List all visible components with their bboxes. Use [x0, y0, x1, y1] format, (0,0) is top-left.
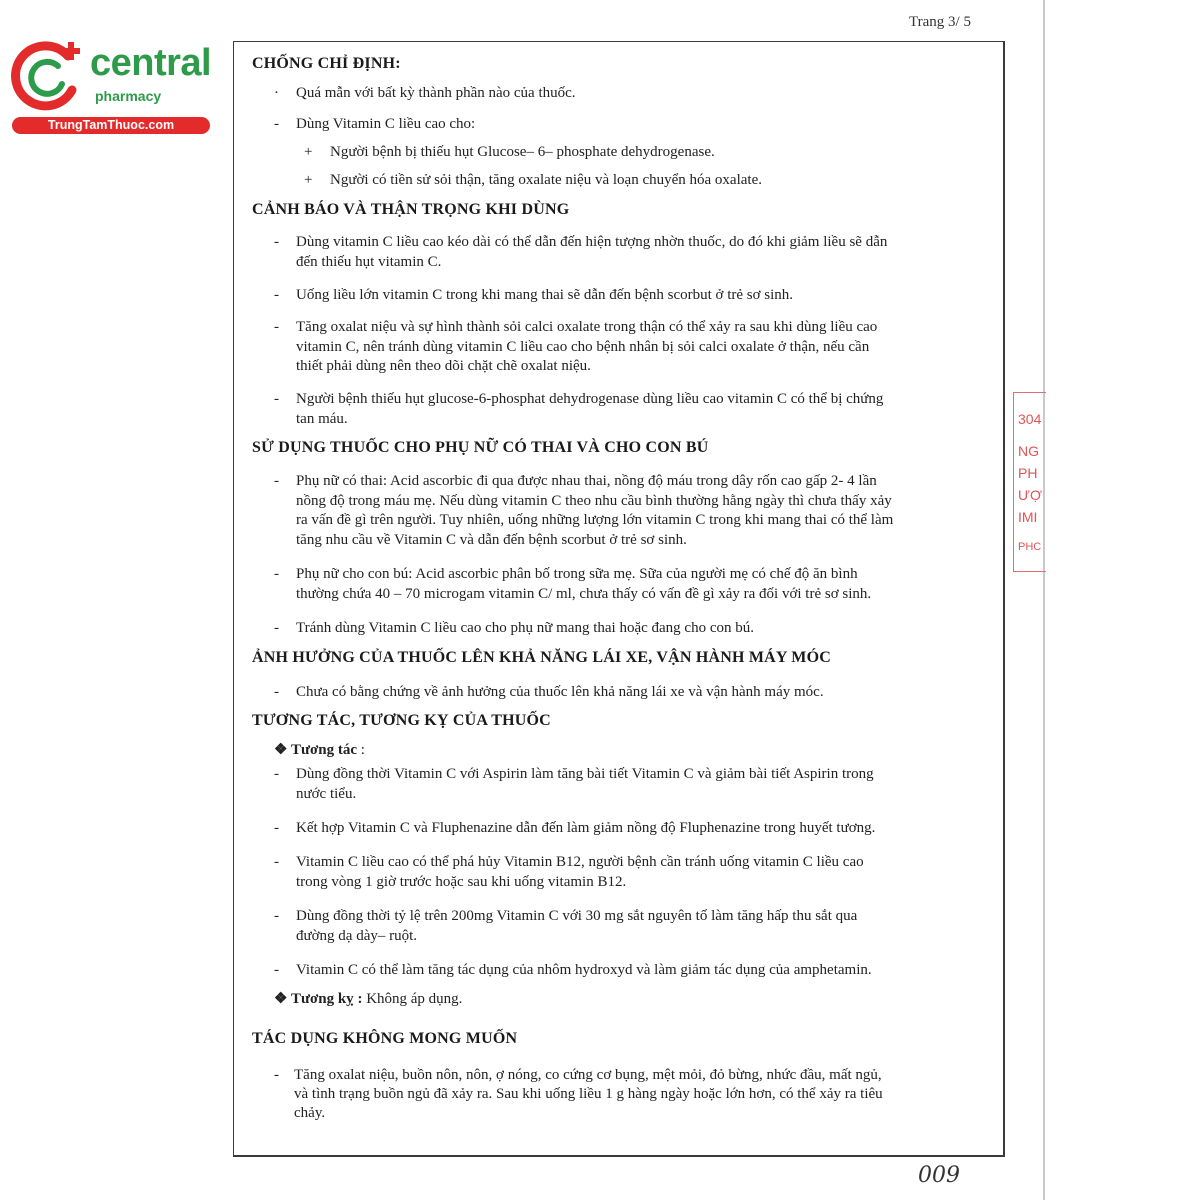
list-item: vitamin C, nên tránh dùng vitamin C liều cao cho bệnh nhân bị sỏi calci oxalate ở thận, nếu cần: [296, 339, 870, 355]
list-item: trong vòng 1 giờ trước hoặc sau khi uống vitamin B12.: [296, 874, 627, 890]
bullet-dash: -: [274, 620, 279, 636]
section-title-side-effects: TÁC DỤNG KHÔNG MONG MUỐN: [252, 1030, 518, 1047]
logo-subname: pharmacy: [95, 88, 162, 104]
bullet-dot: ·: [274, 85, 279, 101]
logo-name: central: [90, 42, 212, 84]
list-item: chảy.: [294, 1105, 326, 1121]
list-item: tan máu.: [296, 411, 348, 427]
bullet-dash: -: [274, 962, 279, 978]
list-item: thiết phải dùng nên theo dõi chặt chẽ oxalat niệu.: [296, 358, 591, 374]
list-item: Chưa có bằng chứng về ảnh hưởng của thuốc lên khả năng lái xe và vận hành máy móc.: [296, 684, 824, 700]
list-item: Kết hợp Vitamin C và Fluphenazine dẫn đến làm giảm nồng độ Fluphenazine trong huyết tương.: [296, 820, 876, 836]
list-item: Quá mẫn với bất kỳ thành phần nào của thuốc.: [296, 85, 576, 101]
subheading-interaction: ❖ Tương tác :: [274, 742, 365, 758]
list-item: Phụ nữ cho con bú: Acid ascorbic phân bố trong sữa mẹ. Sữa của người mẹ có chế độ ăn bình: [296, 566, 858, 582]
bullet-dash: -: [274, 116, 279, 132]
bullet-plus: +: [304, 144, 313, 160]
list-item: thường chứa 40 – 70 microgam vitamin C/ ml, chưa thấy có vấn đề gì xảy ra đối với trẻ sơ sinh.: [296, 586, 872, 602]
bullet-dash: -: [274, 908, 279, 924]
subheading-incompatibility: ❖ Tương kỵ : Không áp dụng.: [274, 991, 463, 1007]
list-item: Uống liều lớn vitamin C trong khi mang thai sẽ dẫn đến bệnh scorbut ở trẻ sơ sinh.: [296, 287, 794, 303]
list-item: tăng nhu cầu về Vitamin C và dẫn đến bệnh scorbut ở trẻ sơ sinh.: [296, 532, 687, 548]
list-item: Phụ nữ có thai: Acid ascorbic đi qua được nhau thai, nồng độ máu trong dây rốn cao gấp 2- 4 lần: [296, 473, 877, 489]
section-title-contraindications: CHỐNG CHỈ ĐỊNH:: [252, 55, 401, 72]
section-title-warnings: CẢNH BÁO VÀ THẬN TRỌNG KHI DÙNG: [252, 201, 570, 218]
list-item: Người có tiền sử sỏi thận, tăng oxalate niệu và loạn chuyển hóa oxalate.: [330, 172, 762, 188]
bullet-dash: -: [274, 287, 279, 303]
list-item: và tình trạng buồn ngủ đã xảy ra. Sau khi uống liều 1 g hàng ngày hoặc lớn hơn, có thể xảy ra tiêu: [294, 1086, 883, 1102]
section-title-interactions: TƯƠNG TÁC, TƯƠNG KỴ CỦA THUỐC: [252, 712, 551, 729]
list-item: Dùng đồng thời tỷ lệ trên 200mg Vitamin C với 30 mg sắt nguyên tố làm tăng hấp thu sắt qua: [296, 908, 858, 924]
list-item: đến thiếu hụt vitamin C.: [296, 254, 442, 270]
pharmacy-cross-icon: [10, 38, 90, 114]
handwritten-page-number: 009: [918, 1163, 960, 1188]
bullet-dash: -: [274, 473, 279, 489]
bullet-dash: -: [274, 820, 279, 836]
red-stamp: 304 NG PH ƯỢ IMI PHC: [1013, 392, 1046, 572]
list-item: Người bệnh thiếu hụt glucose-6-phosphat dehydrogenase dùng liều cao vitamin C có thể bị chứng: [296, 391, 884, 407]
bullet-dash: -: [274, 854, 279, 870]
central-pharmacy-logo: [10, 38, 215, 138]
list-item: đường dạ dày– ruột.: [296, 928, 418, 944]
list-item: Người bệnh bị thiếu hụt Glucose– 6– phosphate dehydrogenase.: [330, 144, 715, 160]
bullet-dash: -: [274, 566, 279, 582]
list-item: nồng độ trong máu mẹ. Nếu dùng vitamin C theo nhu cầu bình thường hằng ngày thì chưa thấy xảy: [296, 493, 892, 509]
logo-website: TrungTamThuoc.com: [12, 117, 210, 134]
bullet-dash: -: [274, 684, 279, 700]
list-item: Dùng Vitamin C liều cao cho:: [296, 116, 476, 132]
list-item: Vitamin C có thể làm tăng tác dụng của nhôm hydroxyd và làm giảm tác dụng của amphetamin.: [296, 962, 872, 978]
section-title-driving: ẢNH HƯỞNG CỦA THUỐC LÊN KHẢ NĂNG LÁI XE, VẬN HÀNH MÁY MÓC: [252, 649, 831, 666]
document-content: [233, 41, 1005, 1157]
list-item: Tăng oxalat niệu, buồn nôn, nôn, ợ nóng, co cứng cơ bụng, mệt mỏi, đỏ bừng, nhức đầu, mất ngủ,: [294, 1067, 882, 1083]
bullet-dash: -: [274, 766, 279, 782]
margin-strip: [1045, 0, 1200, 1200]
list-item: Vitamin C liều cao có thể phá hủy Vitamin B12, người bệnh cần tránh uống vitamin C liều cao: [296, 854, 864, 870]
bullet-dash: -: [274, 391, 279, 407]
bullet-plus: +: [304, 172, 313, 188]
bullet-dash: -: [274, 234, 279, 250]
list-item: nước tiểu.: [296, 786, 357, 802]
list-item: Dùng vitamin C liều cao kéo dài có thể dẫn đến hiện tượng nhờn thuốc, do đó khi giảm liều sẽ dẫn: [296, 234, 888, 250]
list-item: Dùng đồng thời Vitamin C với Aspirin làm tăng bài tiết Vitamin C và giảm bài tiết Aspirin trong: [296, 766, 874, 782]
list-item: Tăng oxalat niệu và sự hình thành sỏi calci oxalate trong thận có thể xảy ra sau khi dùng liều cao: [296, 319, 878, 335]
page-number: Trang 3/ 5: [909, 14, 971, 30]
bullet-dash: -: [274, 319, 279, 335]
list-item: ra vấn đề gì trên người. Tuy nhiên, uống những lượng lớn vitamin C trong khi mang thai có thể làm: [296, 512, 894, 528]
list-item: Tránh dùng Vitamin C liều cao cho phụ nữ mang thai hoặc đang cho con bú.: [296, 620, 754, 636]
bullet-dash: -: [274, 1067, 279, 1083]
section-title-pregnancy: SỬ DỤNG THUỐC CHO PHỤ NỮ CÓ THAI VÀ CHO CON BÚ: [252, 439, 709, 456]
